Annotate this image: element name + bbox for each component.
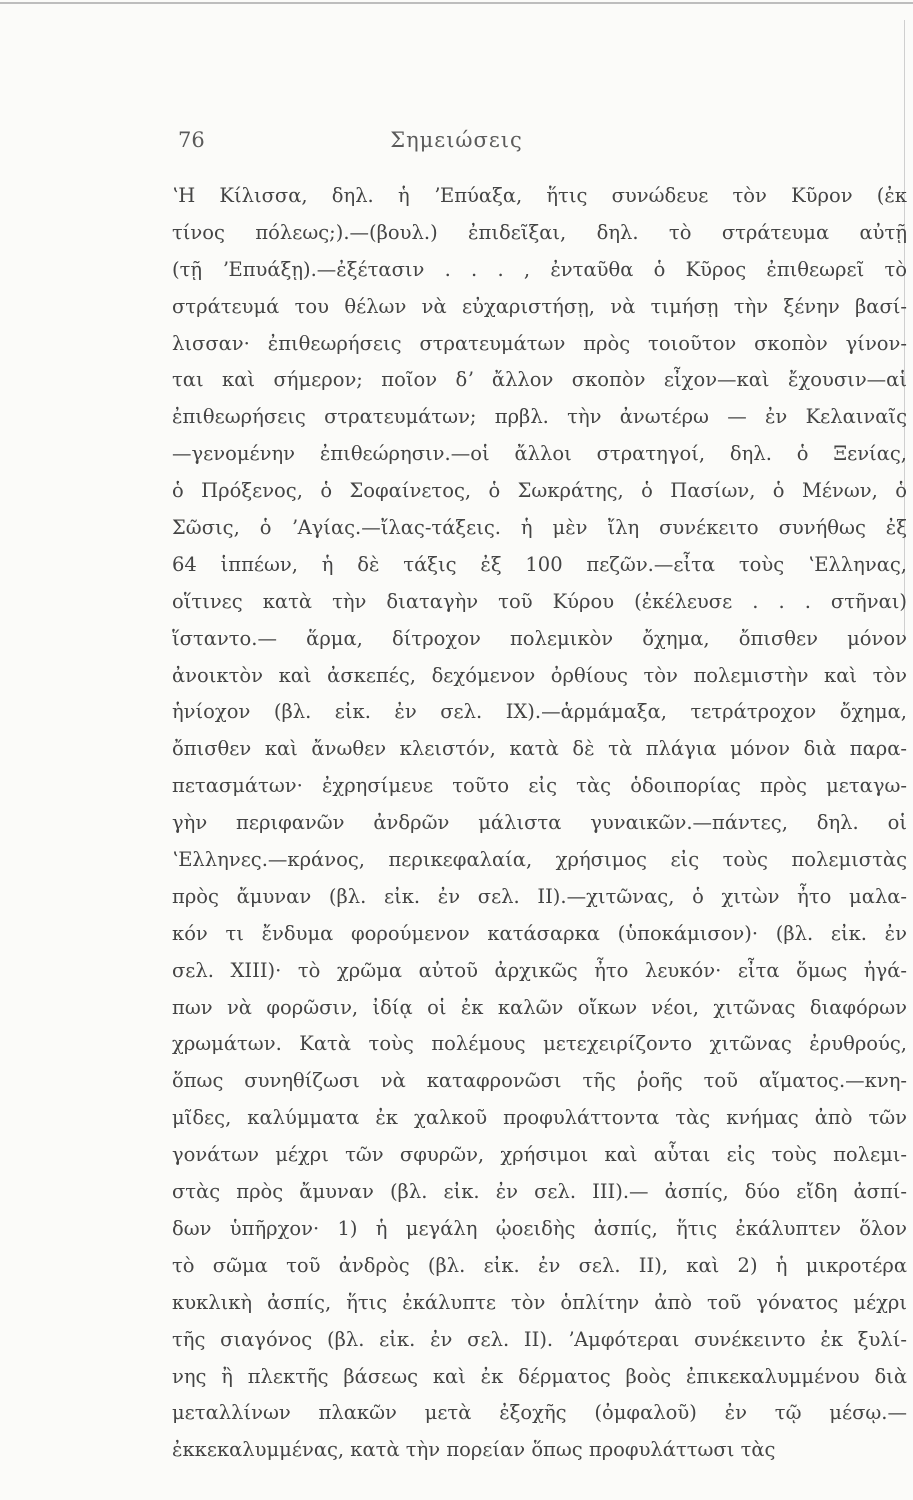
text-line: (τῇ ʼΕπυάξῃ).—ἐξέτασιν . . . , ἐνταῦθα ὁ Κῦρος ἐπιθεωρεῖ τὸ <box>172 257 907 281</box>
text-line: μῖδες, καλύμματα ἐκ χαλκοῦ προφυλάττοντα τὰς κνήμας ἀπὸ τῶν <box>172 1106 907 1130</box>
text-line: ὁ Πρόξενος, ὁ Σοφαίνετος, ὁ Σωκράτης, ὁ Πασίων, ὁ Μένων, ὁ <box>172 479 907 503</box>
text-line: ται καὶ σήμερον; ποῖον δʼ ἄλλον σκοπὸν εἶχον—καὶ ἔχουσιν—αἱ <box>172 368 907 392</box>
text-line: ἐπιθεωρήσεις στρατευμάτων; πρβλ. τὴν ἀνωτέρω — ἐν Κελαιναῖς <box>172 405 907 429</box>
scan-edge-line <box>0 2 913 4</box>
text-line: 64 ἱππέων, ἡ δὲ τάξις ἐξ 100 πεζῶν.—εἶτα τοὺς ʽΕλληνας, <box>172 552 907 576</box>
text-line: ἀνοικτὸν καὶ ἀσκεπές, δεχόμενον ὀρθίους τὸν πολεμιστὴν καὶ τὸν <box>172 663 907 687</box>
text-line: πρὸς ἄμυναν (βλ. εἰκ. ἐν σελ. II).—χιτῶνας, ὁ χιτὼν ἦτο μαλα- <box>172 884 907 908</box>
text-line: δων ὑπῆρχον· 1) ἡ μεγάλη ᾠοειδὴς ἀσπίς, ἥτις ἐκάλυπτεν ὅλον <box>172 1216 907 1240</box>
text-line: νης ἢ πλεκτῆς βάσεως καὶ ἐκ δέρματος βοὸς ἐπικεκαλυμμένου διὰ <box>172 1364 907 1388</box>
page-header <box>0 128 913 156</box>
text-line: κόν τι ἔνδυμα φορούμενον κατάσαρκα (ὑποκάμισον)· (βλ. εἰκ. ἐν <box>172 921 907 945</box>
text-line: οἵτινες κατὰ τὴν διαταγὴν τοῦ Κύρου (ἐκέλευσε . . . στῆναι) <box>172 589 907 613</box>
text-line: ἐκκεκαλυμμένας, κατὰ τὴν πορείαν ὅπως προφυλάττωσι τὰς <box>172 1438 776 1462</box>
text-line: τὸ σῶμα τοῦ ἀνδρὸς (βλ. εἰκ. ἐν σελ. II), καὶ 2) ἡ μικροτέρα <box>172 1253 907 1277</box>
text-line: ἵσταντο.— ἅρμα, δίτροχον πολεμικὸν ὄχημα, ὄπισθεν μόνον <box>172 626 907 650</box>
text-line: ὄπισθεν καὶ ἄνωθεν κλειστόν, κατὰ δὲ τὰ πλάγια μόνον διὰ παρα- <box>172 737 907 761</box>
page-number: 76 <box>178 128 205 152</box>
text-line: πων νὰ φορῶσιν, ἰδίᾳ οἱ ἐκ καλῶν οἴκων νέοι, χιτῶνας διαφόρων <box>172 995 907 1019</box>
text-line: στράτευμά του θέλων νὰ εὐχαριστήσῃ, νὰ τιμήσῃ τὴν ξένην βασί- <box>172 294 907 318</box>
text-line: τῆς σιαγόνος (βλ. εἰκ. ἐν σελ. II). ʼΑμφότεραι συνέκειντο ἐκ ξυλί- <box>172 1327 907 1351</box>
text-line: τίνος πόλεως;).—(βουλ.) ἐπιδεῖξαι, δηλ. τὸ στράτευμα αὐτῇ <box>172 220 907 244</box>
text-line: ʽΗ Κίλισσα, δηλ. ἡ ʼΕπύαξα, ἥτις συνώδευε τὸν Κῦρον (ἐκ <box>172 184 907 207</box>
text-line: —γενομένην ἐπιθεώρησιν.—οἱ ἄλλοι στρατηγοί, δηλ. ὁ Ξενίας, <box>172 442 907 466</box>
running-title: Σημειώσεις <box>390 128 523 152</box>
text-line: στὰς πρὸς ἄμυναν (βλ. εἰκ. ἐν σελ. III).— ἀσπίς, δύο εἴδη ἀσπί- <box>172 1180 907 1204</box>
text-line: ὅπως συνηθίζωσι νὰ καταφρονῶσι τῆς ῥοῆς τοῦ αἵματος.—κνη- <box>172 1069 907 1093</box>
text-line: χρωμάτων. Κατὰ τοὺς πολέμους μετεχειρίζοντο χιτῶνας ἐρυθρούς, <box>172 1032 907 1056</box>
text-line: μεταλλίνων πλακῶν μετὰ ἐξοχῆς (ὀμφαλοῦ) ἐν τῷ μέσῳ.— <box>172 1401 907 1425</box>
text-line: σελ. XIII)· τὸ χρῶμα αὐτοῦ ἀρχικῶς ἦτο λευκόν· εἶτα ὅμως ἠγά- <box>172 958 907 982</box>
text-line: κυκλικὴ ἀσπίς, ἥτις ἐκάλυπτε τὸν ὁπλίτην ἀπὸ τοῦ γόνατος μέχρι <box>172 1290 907 1314</box>
text-line: γονάτων μέχρι τῶν σφυρῶν, χρήσιμοι καὶ αὗται εἰς τοὺς πολεμι- <box>172 1143 907 1167</box>
text-line: ʽΕλληνες.—κράνος, περικεφαλαία, χρήσιμος εἰς τοὺς πολεμιστὰς <box>172 848 907 872</box>
text-line: λισσαν· ἐπιθεωρήσεις στρατευμάτων πρὸς τοιοῦτον σκοπὸν γίνον- <box>172 331 907 355</box>
text-line: γὴν περιφανῶν ἀνδρῶν μάλιστα γυναικῶν.—πάντες, δηλ. οἱ <box>172 811 907 835</box>
notes-text <box>172 178 907 1469</box>
text-line: Σῶσις, ὁ ʼΑγίας.—ἴλας-τάξεις. ἡ μὲν ἴλη συνέκειτο συνήθως ἐξ <box>172 516 907 540</box>
text-line: ἡνίοχον (βλ. εἰκ. ἐν σελ. IX).—ἁρμάμαξα, τετράτροχον ὄχημα, <box>172 700 907 724</box>
text-line: πετασμάτων· ἐχρησίμευε τοῦτο εἰς τὰς ὁδοιπορίας πρὸς μεταγω- <box>172 774 907 798</box>
